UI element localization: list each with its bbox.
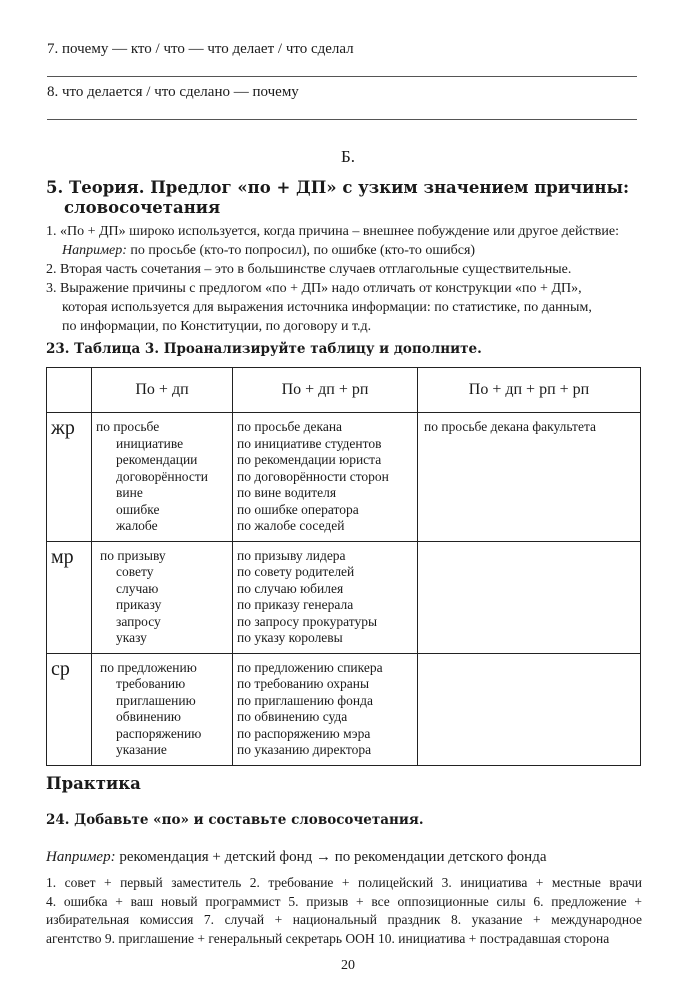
- table-cell-text: договорённости: [116, 468, 208, 484]
- item-7: 7. почему — кто / что — что делает / что сделал: [47, 41, 354, 57]
- table-row-zhr: [47, 413, 641, 542]
- table-cell-text: приглашению: [116, 692, 196, 708]
- table-cell-text: инициативе: [116, 435, 184, 451]
- table-cell-text: по жалобе соседей: [237, 518, 345, 533]
- theory-item-3-num: 3.: [46, 281, 57, 296]
- table-cell-text: по обвинению суда: [237, 709, 348, 724]
- table-row-sr: [47, 653, 641, 765]
- table-cell-text: по рекомендации юриста: [237, 452, 382, 467]
- table-cell-text: требованию: [116, 676, 186, 691]
- grammar-table: [46, 367, 641, 766]
- table-cell-text: по распоряжению мэра: [237, 725, 371, 741]
- page-number: 20: [341, 958, 355, 973]
- col2-cell: [233, 413, 418, 542]
- table-cell-text: по приказу генерала: [237, 597, 354, 612]
- col1-cell: [92, 653, 233, 765]
- header-empty: [47, 368, 92, 413]
- practice-title: Практика: [46, 774, 141, 793]
- table-cell-text: указу: [116, 630, 147, 645]
- table-cell-text: по совету родителей: [237, 564, 355, 579]
- table-cell-text: по приглашению фонда: [237, 692, 374, 708]
- col2-cell: [233, 541, 418, 653]
- table-cell-text: приказу: [116, 597, 162, 612]
- table-cell-text: по требованию охраны: [237, 676, 370, 691]
- example-label: Например:: [46, 849, 116, 865]
- theory-item-3-text-2: которая используется для выражения источника информации: по статистике, по данным,: [62, 300, 592, 315]
- table-cell-text: по указанию директора: [237, 742, 372, 757]
- col3-cell-empty[interactable]: [418, 653, 641, 765]
- theory-item-3: [46, 279, 646, 298]
- gender-cell: ср: [47, 653, 92, 765]
- table-cell-text: по инициативе студентов: [237, 435, 382, 451]
- theory-title-line1: 5. Теория. Предлог «по + ДП» с узким значением причины:: [46, 178, 630, 197]
- exercise-line: 4. ошибка + ваш новый программист 5. призыв + все оппозиционные силы 6. предложение +: [46, 893, 642, 909]
- table-cell-text: случаю: [116, 580, 159, 596]
- task24-example: [46, 849, 547, 866]
- theory-item-2: [46, 260, 646, 279]
- theory-title: [46, 178, 629, 218]
- table-cell-text: ошибке: [116, 501, 160, 517]
- exercise-line: избирательная комиссия 7. случай + национальный праздник 8. указание + международное: [46, 912, 642, 927]
- answer-line-7[interactable]: [47, 76, 637, 77]
- table-cell-text: обвинению: [116, 709, 181, 724]
- table-cell-text: по просьбе декана факультета: [424, 419, 597, 434]
- table-cell-text: распоряжению: [116, 725, 202, 741]
- col3-cell[interactable]: [418, 413, 641, 542]
- theory-item-3-text-1: Выражение причины с предлогом «по + ДП» надо отличать от конструкции «по + ДП»,: [60, 281, 582, 296]
- col1-cell: [92, 413, 233, 542]
- table-cell-text: по просьбе декана: [237, 419, 343, 434]
- table-cell-text: по просьбе: [96, 419, 160, 434]
- theory-title-line2: словосочетания: [64, 198, 221, 217]
- theory-list: [46, 222, 646, 336]
- table-cell-text: жалобе: [116, 518, 158, 533]
- table-cell-text: запросу: [116, 613, 161, 629]
- table-cell-text: по вине водителя: [237, 485, 337, 500]
- table-cell-text: по запросу прокуратуры: [237, 613, 378, 629]
- table-cell-text: по договорённости сторон: [237, 468, 389, 484]
- task24-title: 24. Добавьте «по» и составьте словосочетания.: [46, 812, 424, 828]
- gender-cell: жр: [47, 413, 92, 542]
- theory-item-1-example: [46, 241, 646, 260]
- task23-title: 23. Таблица 3. Проанализируйте таблицу и дополните.: [46, 341, 482, 357]
- table-cell-text: по призыву: [100, 547, 166, 563]
- table-header-row: [47, 368, 641, 413]
- header-col1: По + дп: [92, 368, 233, 413]
- table-cell-text: совету: [116, 564, 154, 579]
- table-cell-text: по призыву лидера: [237, 547, 346, 563]
- section-letter: Б.: [340, 147, 355, 166]
- exercise-line: агентство 9. приглашение + генеральный секретарь ООН 10. инициатива + пострадавшая сторона: [46, 930, 610, 946]
- header-col2: По + дп + рп: [233, 368, 418, 413]
- table-cell-text: по случаю юбилея: [237, 580, 344, 596]
- col3-cell-empty[interactable]: [418, 541, 641, 653]
- answer-line-8[interactable]: [47, 119, 637, 120]
- table-cell-text: вине: [116, 485, 143, 500]
- table-cell-text: по указу королевы: [237, 630, 343, 645]
- table-cell-text: по предложению: [100, 659, 197, 675]
- table-cell-text: указание: [116, 742, 167, 757]
- theory-item-1-text: «По + ДП» широко используется, когда причина – внешнее побуждение или другое действие:: [60, 224, 619, 239]
- theory-item-2-num: 2.: [46, 262, 57, 277]
- theory-item-1-num: 1.: [46, 224, 57, 239]
- theory-item-2-text: Вторая часть сочетания – это в большинстве случаев отглагольные существительные.: [60, 262, 572, 277]
- table-row-mr: [47, 541, 641, 653]
- task24-exercise: [46, 874, 642, 948]
- col2-cell: [233, 653, 418, 765]
- table-cell-text: рекомендации: [116, 452, 198, 467]
- item-8: 8. что делается / что сделано — почему: [47, 84, 299, 100]
- gender-cell: мр: [47, 541, 92, 653]
- example-text: рекомендация + детский фонд → по рекомендации детского фонда: [115, 849, 547, 865]
- theory-item-1: [46, 222, 646, 241]
- example-text: по просьбе (кто-то попросил), по ошибке (кто-то ошибся): [126, 243, 476, 258]
- col1-cell: [92, 541, 233, 653]
- table-cell-text: по ошибке оператора: [237, 501, 359, 517]
- theory-item-3-text-3: по информации, по Конституции, по договору и т.д.: [62, 319, 372, 334]
- example-label: Например:: [62, 243, 127, 258]
- header-col3: По + дп + рп + рп: [418, 368, 641, 413]
- table-cell-text: по предложению спикера: [237, 659, 383, 675]
- exercise-line: 1. совет + первый заместитель 2. требование + полицейский 3. инициатива + местные врачи: [46, 875, 642, 890]
